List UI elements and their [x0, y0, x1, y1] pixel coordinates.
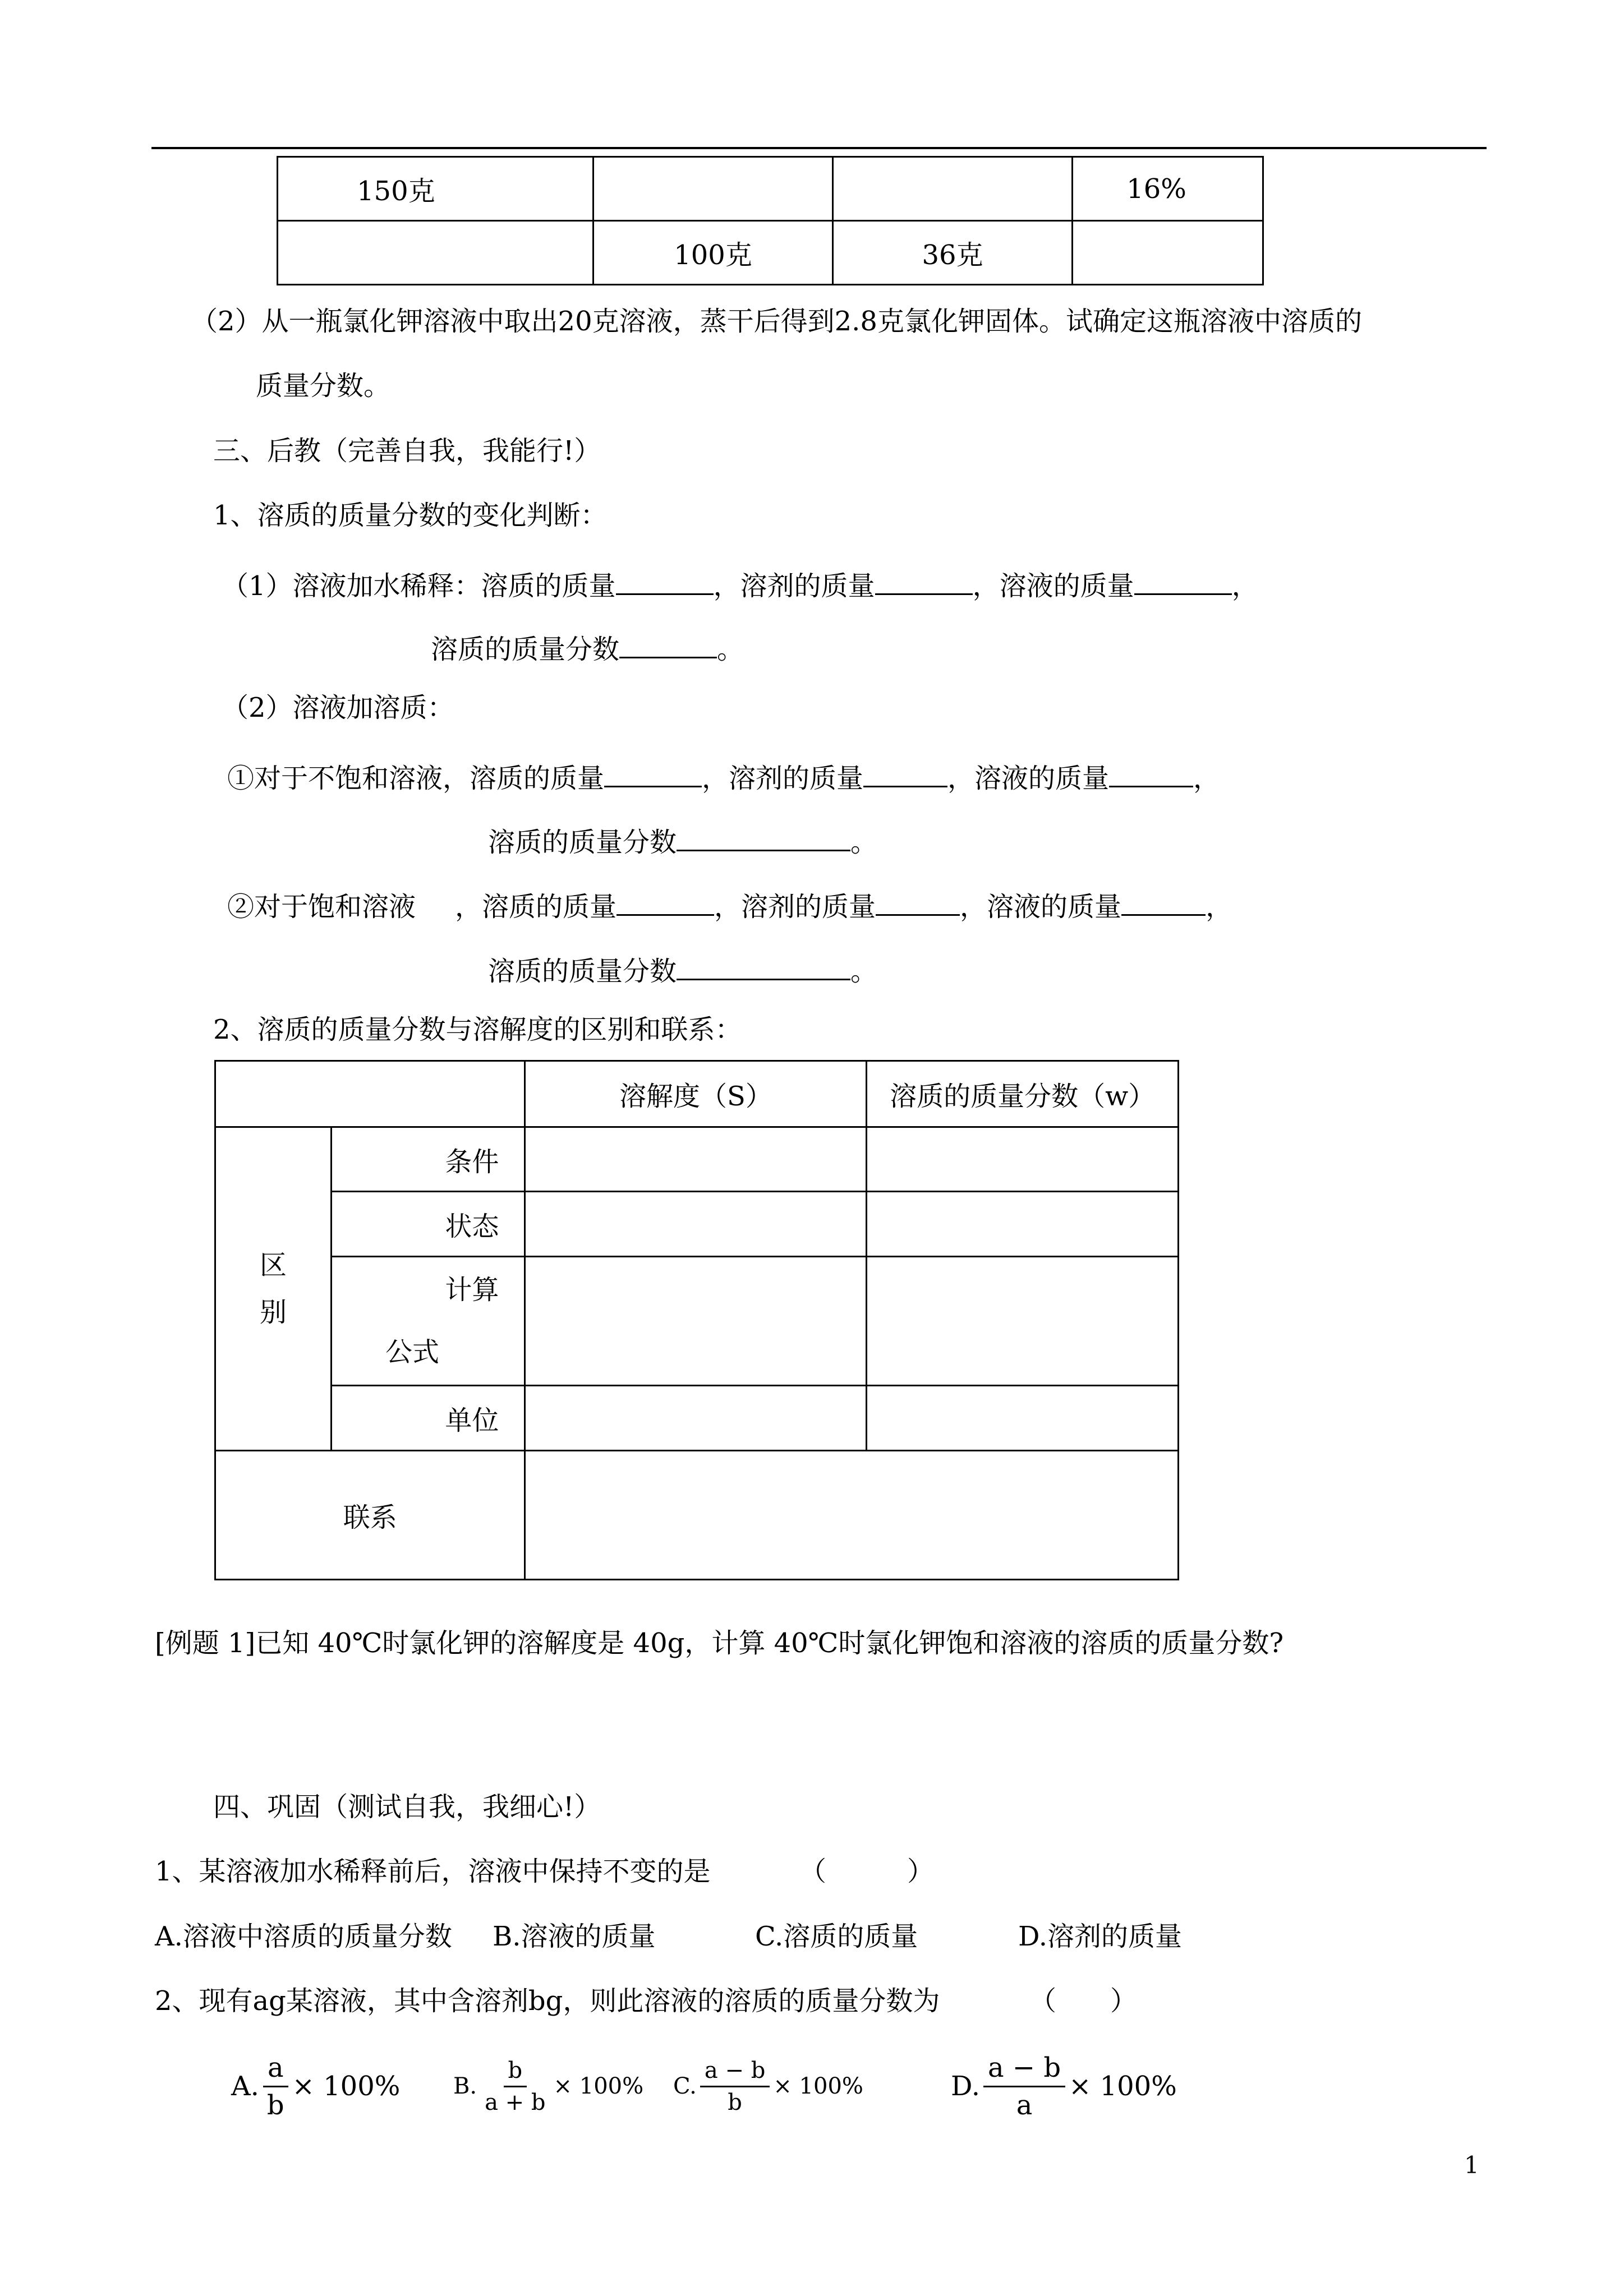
- example-1: [例题 1]已知 40℃时氯化钾的溶解度是 40g，计算 40℃时氯化钾饱和溶液的溶质的质量分数?: [155, 1628, 1284, 1659]
- table-cell: [525, 1127, 867, 1192]
- unsaturated-solvent: ，溶剂的质量: [702, 763, 864, 794]
- table-row: [278, 157, 1263, 221]
- option-b-label: B.: [453, 2073, 477, 2099]
- fraction-denominator: a + b: [485, 2089, 546, 2115]
- question-2-line-1: （2）从一瓶氯化钾溶液中取出20克溶液，蒸干后得到2.8克氯化钾固体。试确定这瓶溶液中溶质的: [191, 306, 1362, 337]
- fraction-a: [263, 2052, 289, 2121]
- mc2-option-d[interactable]: [951, 2047, 1177, 2126]
- table-row-label-relation: 联系: [215, 1451, 525, 1580]
- table-row-label-formula: [332, 1257, 525, 1386]
- table-row: [215, 1257, 1179, 1386]
- mc2-bracket: （ ）: [1029, 1985, 1138, 2017]
- answer-blank[interactable]: [619, 630, 717, 658]
- table-row: [215, 1451, 1179, 1580]
- unsaturated-prefix: ①对于不饱和溶液，溶质的质量: [227, 763, 605, 794]
- table-corner-cell: [215, 1061, 525, 1127]
- answer-blank[interactable]: [875, 566, 973, 595]
- item-1-title: 1、溶质的质量分数的变化判断：: [213, 500, 608, 531]
- saturated-line: [227, 887, 1233, 923]
- dilution-solution: ，溶液的质量: [972, 570, 1134, 602]
- fraction-denominator: b: [728, 2089, 742, 2115]
- group-label-1: 区: [259, 1250, 287, 1281]
- table-cell: [867, 1386, 1179, 1451]
- fraction-denominator: a: [1016, 2089, 1033, 2121]
- unsaturated-end: 。: [850, 827, 878, 858]
- fraction-d: [983, 2052, 1065, 2121]
- page-number: 1: [1464, 2151, 1479, 2179]
- saturated-comma: ，: [1206, 891, 1233, 923]
- answer-blank[interactable]: [616, 566, 714, 595]
- table-cell: [1073, 221, 1263, 285]
- mc1-option-a[interactable]: A.溶液中溶质的质量分数: [155, 1921, 452, 1952]
- answer-blank[interactable]: [1109, 759, 1193, 787]
- fraction-c: [700, 2058, 770, 2115]
- saturated-end: 。: [850, 956, 878, 987]
- saturated-mid: ，溶质的质量: [455, 891, 617, 923]
- unsaturated-line: [227, 759, 1220, 792]
- saturated-prefix: ②对于饱和溶液: [227, 891, 416, 923]
- option-d-label: D.: [951, 2071, 981, 2102]
- dilution-prefix: （1）溶液加水稀释：溶质的质量: [222, 570, 616, 602]
- answer-blank[interactable]: [604, 759, 702, 787]
- table-cell: [867, 1257, 1179, 1386]
- dilution-solvent: ，溶剂的质量: [713, 570, 875, 602]
- answer-blank[interactable]: [617, 887, 714, 916]
- fraction-numerator: a − b: [983, 2052, 1065, 2087]
- table-cell: [525, 1451, 1179, 1580]
- mc2-option-c[interactable]: [673, 2047, 863, 2126]
- mc1-bracket: （ ）: [799, 1856, 935, 1887]
- table-row: [215, 1127, 1179, 1192]
- section-4-title: 四、巩固（测试自我，我细心!）: [213, 1791, 601, 1823]
- dilution-comma: ，: [1231, 570, 1259, 602]
- answer-blank[interactable]: [1121, 887, 1206, 916]
- fraction-numerator: a: [263, 2052, 288, 2087]
- table-row: [215, 1192, 1179, 1257]
- dilution-fraction: 溶质的质量分数: [431, 634, 620, 665]
- table-cell: [867, 1127, 1179, 1192]
- table-cell: [594, 157, 833, 221]
- group-label-2: 别: [259, 1297, 287, 1328]
- mc1-option-d[interactable]: D.溶剂的质量: [1018, 1921, 1183, 1952]
- table-header-solubility: 溶解度（S）: [525, 1061, 867, 1127]
- table-row: [215, 1061, 1179, 1127]
- comparison-table: [214, 1060, 1179, 1580]
- option-a-label: A.: [231, 2071, 259, 2102]
- table-header-mass-fraction: 溶质的质量分数（w）: [867, 1061, 1179, 1127]
- question-2-line-2: 质量分数。: [256, 370, 391, 402]
- table-cell: [525, 1192, 867, 1257]
- table-cell: [278, 221, 594, 285]
- table-group-label: [215, 1127, 332, 1451]
- add-solute-title: （2）溶液加溶质：: [222, 692, 454, 723]
- answer-blank[interactable]: [1134, 566, 1232, 595]
- fraction-numerator: a − b: [700, 2058, 770, 2087]
- fraction-b: [480, 2058, 550, 2115]
- section-3-title: 三、后教（完善自我，我能行!）: [213, 435, 601, 467]
- times-100-percent: × 100%: [553, 2073, 644, 2099]
- unsaturated-fraction: 溶质的质量分数: [488, 827, 677, 858]
- mc2-option-b[interactable]: [453, 2047, 643, 2126]
- saturated-fraction: 溶质的质量分数: [488, 956, 677, 987]
- answer-blank[interactable]: [677, 952, 850, 980]
- table-cell: 16%: [1073, 157, 1263, 221]
- dilution-end: 。: [717, 634, 744, 665]
- table-cell: 100克: [594, 221, 833, 285]
- table-cell: 150克: [278, 157, 594, 221]
- mc2-question: 2、现有ag某溶液，其中含溶剂bg，则此溶液的溶质的质量分数为: [155, 1985, 940, 2017]
- mc2-option-a[interactable]: [231, 2047, 400, 2126]
- table-row: [215, 1386, 1179, 1451]
- answer-blank[interactable]: [677, 823, 850, 851]
- fraction-denominator: b: [266, 2089, 284, 2121]
- mc1-option-c[interactable]: C.溶质的质量: [755, 1921, 918, 1952]
- times-100-percent: × 100%: [1069, 2071, 1177, 2102]
- data-table-top: [277, 156, 1264, 285]
- times-100-percent: × 100%: [773, 2073, 863, 2099]
- table-row: [278, 221, 1263, 285]
- mc1-option-b[interactable]: B.溶液的质量: [493, 1921, 656, 1952]
- option-c-label: C.: [673, 2073, 697, 2099]
- answer-blank[interactable]: [876, 887, 960, 916]
- fraction-numerator: b: [504, 2058, 527, 2087]
- table-cell: [867, 1192, 1179, 1257]
- unsaturated-fraction-line: [488, 823, 877, 856]
- item-2-title: 2、溶质的质量分数与溶解度的区别和联系：: [213, 1014, 742, 1045]
- unsaturated-comma: ，: [1193, 763, 1221, 794]
- formula-label-1: 计算: [445, 1274, 499, 1306]
- answer-blank[interactable]: [863, 759, 947, 787]
- table-cell: [525, 1386, 867, 1451]
- formula-label-2: 公式: [385, 1336, 440, 1368]
- table-row-label-unit: 单位: [332, 1386, 525, 1451]
- table-row-label-state: 状态: [332, 1192, 525, 1257]
- saturated-fraction-line: [488, 952, 877, 985]
- dilution-fraction-line: [431, 630, 744, 663]
- dilution-line: [222, 566, 1259, 600]
- saturated-solution: ，溶液的质量: [960, 891, 1122, 923]
- table-cell: [833, 157, 1073, 221]
- table-cell: [525, 1257, 867, 1386]
- unsaturated-solution: ，溶液的质量: [947, 763, 1110, 794]
- header-rule: [151, 147, 1487, 149]
- table-cell: 36克: [833, 221, 1073, 285]
- table-row-label-condition: 条件: [332, 1127, 525, 1192]
- times-100-percent: × 100%: [292, 2071, 401, 2102]
- saturated-solvent: ，溶剂的质量: [714, 891, 876, 923]
- mc1-question: 1、某溶液加水稀释前后，溶液中保持不变的是: [155, 1856, 711, 1887]
